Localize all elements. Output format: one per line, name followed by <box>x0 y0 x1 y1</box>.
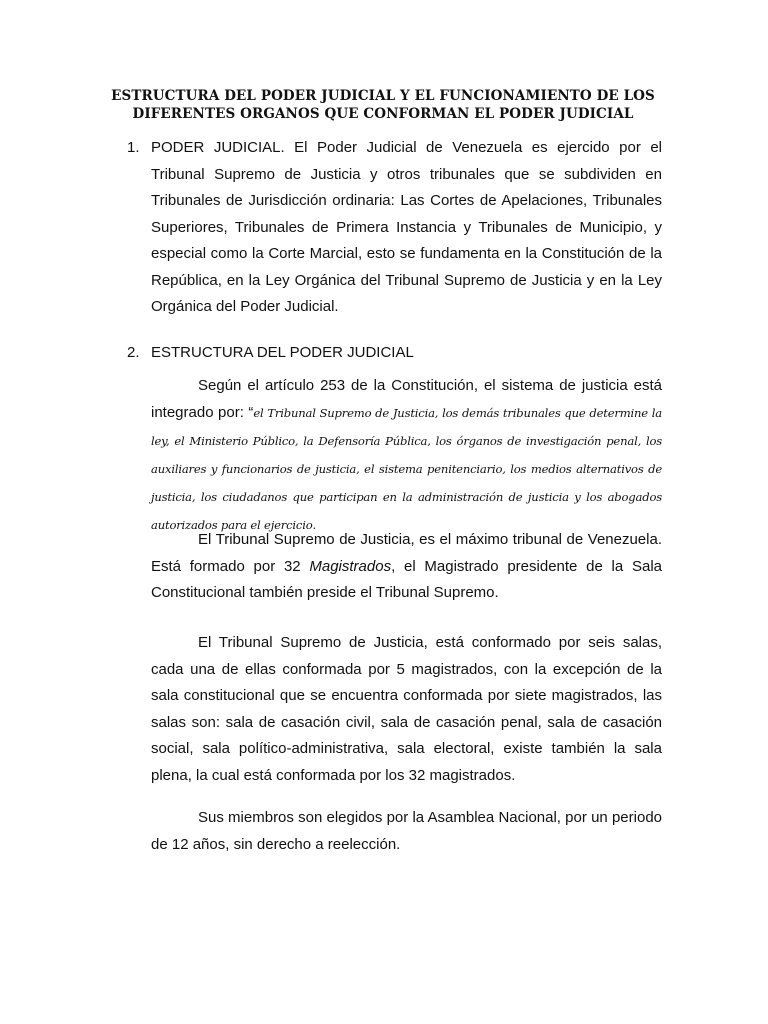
constitution-quote: el Tribunal Supremo de Justicia, los demás tribunales que determine la ley, el Ministerio Público, la Defensoría Pública, los órganos de investigación penal, los auxiliares y funcionarios de justicia, el sistema penitenciario, los medios alternativos de justicia, los ciudadanos que participan en la administración de justicia y los abogados autorizados para el ejercicio <box>151 406 662 532</box>
open-quote-mark: “ <box>248 404 254 421</box>
tribunal-text-a: El Tribunal Supremo de Justicia, es el máximo tribunal de Venezuela. Está formado por 32 <box>151 531 662 575</box>
tribunal-text-b: , el Magistrado presidente de la Sala Constitucional también preside el Tribunal Supremo. <box>151 557 662 601</box>
salas-paragraph: El Tribunal Supremo de Justicia, está conformado por seis salas, cada una de ellas conformada por 5 magistrados, con la excepción de la sala constitucional que se encuentra conformada por siete magistrados, las salas son: sala de casación civil, sala de casación penal, sala de casación social, sala político-administrativa, sala electoral, existe también la sala plena, la cual está conformada por los 32 magistrados. <box>151 634 662 784</box>
magistrados-emphasis: Magistrados <box>309 557 392 575</box>
election-paragraph: Sus miembros son elegidos por la Asamblea Nacional, por un periodo de 12 años, sin derecho a reelección. <box>151 809 662 853</box>
constitution-paragraph <box>151 372 662 539</box>
constitution-intro: Según el artículo 253 de la Constitución, el sistema de justicia está integrado por: <box>151 377 662 421</box>
tribunal-supremo-paragraph <box>151 527 662 607</box>
section-2-number: 2. <box>127 344 140 361</box>
section-2-heading: ESTRUCTURA DEL PODER JUDICIAL <box>151 344 414 361</box>
section-1-paragraph: PODER JUDICIAL. El Poder Judicial de Venezuela es ejercido por el Tribunal Supremo de Justicia y otros tribunales que se subdividen en Tribunales de Jurisdicción ordinaria: Las Cortes de Apelaciones, Tribunales Superiores, Tribunales de Primera Instancia y Tribunales de Municipio, y especial como la Corte Marcial, esto se fundamenta en la Constitución de la República, en la Ley Orgánica del Tribunal Supremo de Justicia y en la Ley Orgánica del Poder Judicial. <box>151 139 662 315</box>
title-line-1: ESTRUCTURA DEL PODER JUDICIAL Y EL FUNCIONAMIENTO DE LOS <box>111 88 655 104</box>
section-1-number: 1. <box>127 139 140 156</box>
quote-period: . <box>312 518 317 532</box>
document-title <box>100 87 666 123</box>
title-line-2: DIFERENTES ORGANOS QUE CONFORMAN EL PODER JUDICIAL <box>132 106 634 122</box>
